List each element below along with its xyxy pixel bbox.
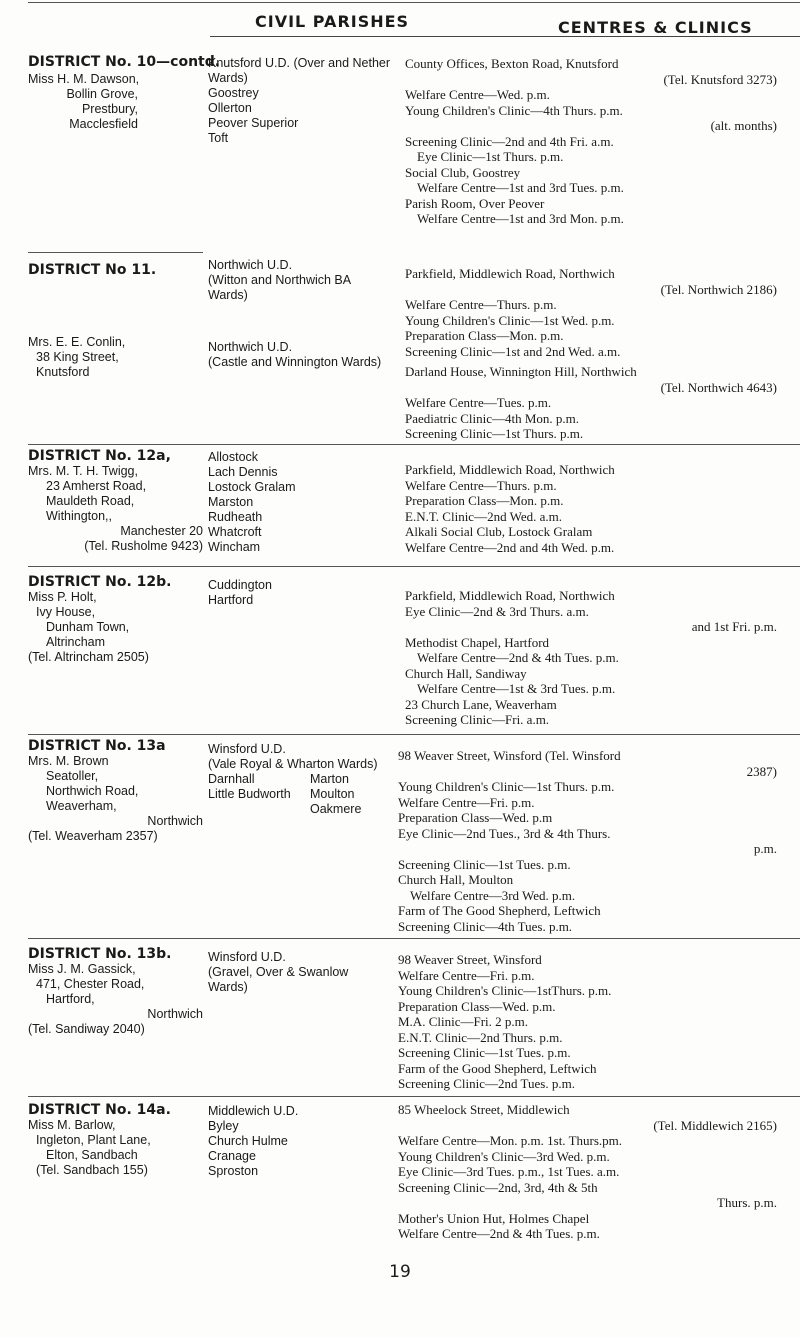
district-11-parishes-b: Northwich U.D. (Castle and Winnington Wards) [208, 340, 382, 369]
district-12b-officer: Miss P. Holt, Ivy House, Dunham Town, Altrincham (Tel. Altrincham 2505) [28, 590, 149, 664]
centres-clinics-header: CENTRES & CLINICS [558, 18, 753, 37]
district-13a-centres: 98 Weaver Street, Winsford (Tel. Winsford 2387) Young Children's Clinic—1st Thurs. p.m. Welfare Centre—Fri. p.m. Preparation Class—Wed. p.m Eye Clinic—2nd Tues., 3rd & 4th Thurs. p.m. Screening Clinic—1st Tues. p.m. Church Hall, Moulton Welfare Centre—3rd Wed. p.m. Farm of The Good Shepherd, Leftwich Screening Clinic—4th Tues. p.m. [398, 748, 777, 934]
district-12b-centres: Parkfield, Middlewich Road, Northwich Eye Clinic—2nd & 3rd Thurs. a.m. and 1st Fri. p.m. Methodist Chapel, Hartford Welfare Centre—2nd & 4th Tues. p.m. Church Hall, Sandiway Welfare Centre—1st & 3rd Tues. p.m. 23 Church Lane, Weaverham Screening Clinic—Fri. a.m. [405, 588, 777, 727]
district-12a-parishes: Allostock Lach Dennis Lostock Gralam Marston Rudheath Whatcroft Wincham [208, 450, 296, 554]
top-edge-rule [28, 2, 800, 3]
district-10-officer: Miss H. M. Dawson, Bollin Grove, Prestbury, Macclesfield [28, 72, 140, 131]
district-12b-parishes: Cuddington Hartford [208, 578, 272, 607]
district-11-parishes-a: Northwich U.D. (Witton and Northwich BA Wards) [208, 258, 352, 302]
district-13a-parishes: Winsford U.D. (Vale Royal & Wharton Wards) [208, 742, 378, 771]
district-13a-parishes-right: Marton Moulton Oakmere [310, 772, 362, 816]
separator [28, 252, 203, 253]
district-10-contd-title: DISTRICT No. 10—contd. [28, 54, 221, 70]
district-13b-title: DISTRICT No. 13b. [28, 946, 172, 962]
district-14a-officer: Miss M. Barlow, Ingleton, Plant Lane, Elton, Sandbach (Tel. Sandbach 155) [28, 1118, 151, 1177]
district-13b-parishes: Winsford U.D. (Gravel, Over & Swanlow Wards) [208, 950, 349, 994]
district-14a-centres: 85 Wheelock Street, Middlewich (Tel. Middlewich 2165) Welfare Centre—Mon. p.m. 1st. Thurs.pm. Young Children's Clinic—3rd Wed. p.m. Eye Clinic—3rd Tues. p.m., 1st Tues. a.m. Screening Clinic—2nd, 3rd, 4th & 5th Thurs. p.m. Mother's Union Hut, Holmes Chapel Welfare Centre—2nd & 4th Tues. p.m. [398, 1102, 777, 1241]
district-14a-title: DISTRICT No. 14a. [28, 1102, 171, 1118]
district-10-parishes: Knutsford U.D. (Over and Nether Wards) Goostrey Ollerton Peover Superior Toft [208, 56, 391, 145]
district-11-centres-a: Parkfield, Middlewich Road, Northwich (Tel. Northwich 2186) Welfare Centre—Thurs. p.m. Young Children's Clinic—1st Wed. p.m. Preparation Class—Mon. p.m. Screening Clinic—1st and 2nd Wed. a.m. [405, 266, 777, 359]
header-rule [210, 36, 800, 37]
district-11-title: DISTRICT No 11. [28, 262, 157, 278]
separator [28, 566, 800, 567]
district-12b-title: DISTRICT No. 12b. [28, 574, 172, 590]
separator [28, 938, 800, 939]
district-13a-officer: Mrs. M. Brown Seatoller, Northwich Road, Weaverham, Northwich (Tel. Weaverham 2357) [28, 754, 203, 843]
district-13a-title: DISTRICT No. 13a [28, 738, 166, 754]
district-11-centres-b: Darland House, Winnington Hill, Northwich (Tel. Northwich 4643) Welfare Centre—Tues. p.m. Paediatric Clinic—4th Mon. p.m. Screening Clinic—1st Thurs. p.m. [405, 364, 777, 441]
civil-parishes-header: CIVIL PARISHES [255, 12, 410, 31]
separator [28, 1096, 800, 1097]
district-11-officer: Mrs. E. E. Conlin, 38 King Street, Knutsford [28, 335, 126, 379]
separator [28, 734, 800, 735]
district-13a-parishes-left: Darnhall Little Budworth [208, 772, 291, 801]
district-13b-officer: Miss J. M. Gassick, 471, Chester Road, Hartford, Northwich (Tel. Sandiway 2040) [28, 962, 203, 1036]
district-12a-officer: Mrs. M. T. H. Twigg, 23 Amherst Road, Mauldeth Road, Withington,, Manchester 20 (Tel. Rusholme 9423) [28, 464, 203, 553]
district-13b-centres: 98 Weaver Street, Winsford Welfare Centre—Fri. p.m. Young Children's Clinic—1stThurs. p.m. Preparation Class—Wed. p.m. M.A. Clinic—Fri. 2 p.m. E.N.T. Clinic—2nd Thurs. p.m. Screening Clinic—1st Tues. p.m. Farm of the Good Shepherd, Leftwich Screening Clinic—2nd Tues. p.m. [398, 952, 612, 1091]
district-14a-parishes: Middlewich U.D. Byley Church Hulme Cranage Sproston [208, 1104, 299, 1178]
district-12a-title: DISTRICT No. 12a, [28, 448, 171, 464]
district-12a-centres: Parkfield, Middlewich Road, Northwich Welfare Centre—Thurs. p.m. Preparation Class—Mon. p.m. E.N.T. Clinic—2nd Wed. a.m. Alkali Social Club, Lostock Gralam Welfare Centre—2nd and 4th Wed. p.m. [405, 462, 615, 555]
page-number: 19 [389, 1262, 411, 1282]
district-10-centres: County Offices, Bexton Road, Knutsford (Tel. Knutsford 3273) Welfare Centre—Wed. p.m. Young Children's Clinic—4th Thurs. p.m. (alt. months) Screening Clinic—2nd and 4th Fri. a.m. Eye Clinic—1st Thurs. p.m. Social Club, Goostrey Welfare Centre—1st and 3rd Tues. p.m. Parish Room, Over Peover Welfare Centre—1st and 3rd Mon. p.m. [405, 56, 777, 226]
separator [28, 444, 800, 445]
